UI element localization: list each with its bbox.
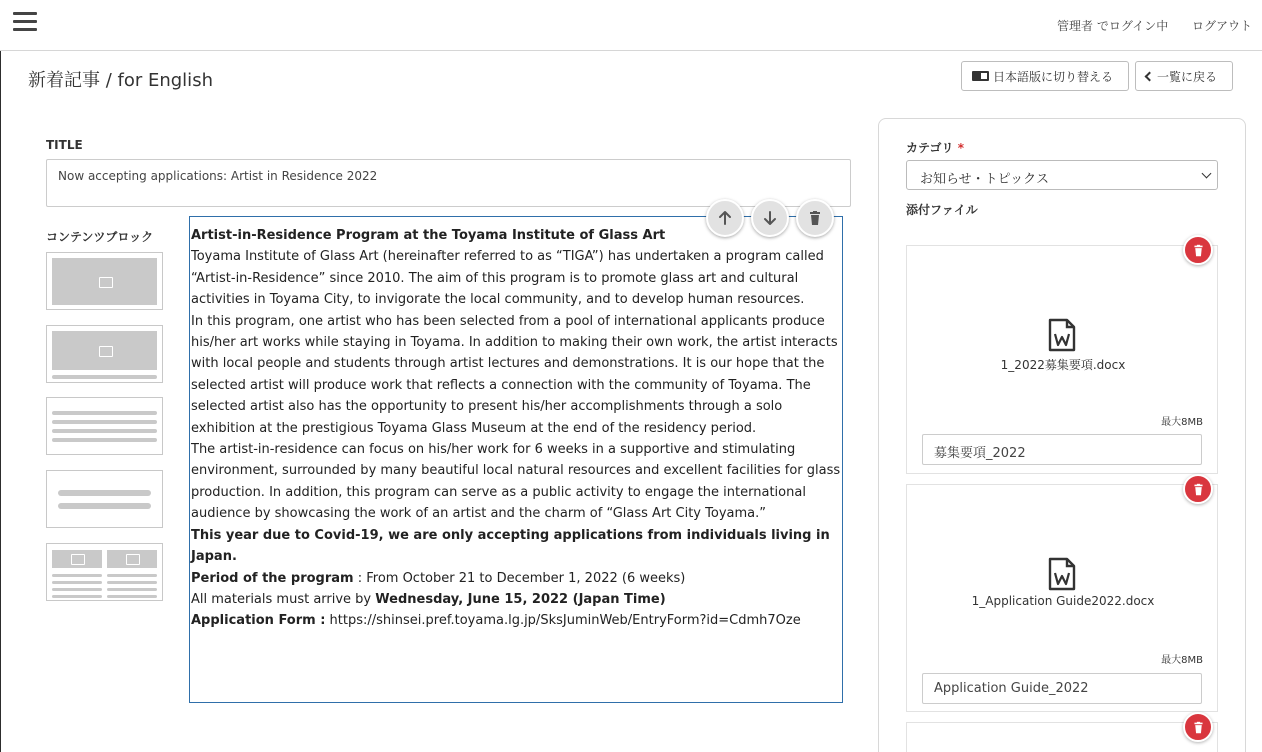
trash-icon (1192, 483, 1205, 496)
text-line (52, 574, 102, 577)
move-down-button[interactable] (751, 199, 789, 237)
required-mark: * (957, 141, 964, 155)
chevron-left-icon (1145, 72, 1155, 82)
switch-language-button[interactable] (961, 61, 1129, 91)
chevron-down-icon (1202, 169, 1212, 179)
block-heading[interactable] (46, 470, 163, 528)
attachment-filename[interactable]: 1_2022募集要項.docx (1000, 358, 1126, 372)
content-paragraph: In this program, one artist who has been selected from a pool of international applicants produce his/her art works while staying in Toyama. In addition to making their own work, the artist interacts with local people and students through artist lectures and demonstrations. It is our hope that the selected artist will produce work that reflects a connection with the community of Toyama. The selected artist also has the opportunity to present his/her accomplishments through a solo exhibition at the prestigious Toyama Glass Museum at the end of the residency period. (191, 313, 838, 436)
delete-attachment-button[interactable] (1183, 235, 1213, 265)
text-line (52, 438, 157, 442)
left-border (0, 51, 1, 752)
arrow-down-icon (762, 210, 778, 226)
back-to-list-label: 一覧に戻る (1157, 69, 1218, 84)
content-blocks-label: コンテンツブロック (46, 230, 154, 244)
text-line (52, 420, 157, 424)
attachment-caption-input[interactable]: 募集要項_2022 (922, 434, 1202, 465)
block-text[interactable] (46, 397, 163, 455)
text-line (58, 503, 151, 509)
title-input[interactable]: Now accepting applications: Artist in Residence 2022 (46, 159, 851, 207)
move-up-button[interactable] (706, 199, 744, 237)
text-line (52, 588, 102, 591)
text-line (107, 595, 157, 598)
logout-link[interactable]: ログアウト (1192, 19, 1253, 33)
block-two-column[interactable] (46, 543, 163, 601)
image-placeholder-icon (52, 258, 157, 305)
trash-icon (1192, 244, 1205, 257)
back-to-list-button[interactable] (1135, 61, 1233, 91)
text-line (107, 581, 157, 584)
top-bar (0, 0, 1262, 51)
block-image-caption[interactable] (46, 325, 163, 383)
login-status: 管理者 でログイン中 (1057, 19, 1169, 33)
attachment-card (906, 245, 1218, 474)
language-icon (972, 71, 989, 81)
trash-icon (1192, 721, 1205, 734)
text-line (58, 490, 151, 496)
period-label: Period of the program (191, 570, 354, 586)
content-block-editor[interactable] (189, 216, 843, 703)
title-label: TITLE (46, 138, 83, 152)
image-placeholder-icon (52, 550, 102, 568)
trash-icon (807, 210, 823, 226)
arrow-up-icon (717, 210, 733, 226)
attachments-label: 添付ファイル (906, 203, 978, 217)
covid-notice: This year due to Covid-19, we are only accepting applications from individuals living in Japan. (191, 527, 830, 565)
text-line (52, 595, 102, 598)
attachment-filename[interactable]: 1_Application Guide2022.docx (971, 594, 1155, 608)
application-form-link[interactable]: https://shinsei.pref.toyama.lg.jp/SksJuminWeb/EntryForm?id=Cdmh7Oze (325, 613, 801, 629)
content-heading: Artist-in-Residence Program at the Toyama Institute of Glass Art (191, 228, 666, 243)
switch-language-label: 日本語版に切り替える (993, 69, 1114, 84)
text-line (52, 411, 157, 415)
block-image[interactable] (46, 252, 163, 310)
image-placeholder-icon (52, 331, 157, 370)
word-file-icon (1048, 557, 1076, 591)
menu-icon[interactable] (13, 12, 37, 36)
text-line (52, 581, 102, 584)
max-size-note: 最大8MB (1161, 655, 1203, 666)
delete-block-button[interactable] (796, 199, 834, 237)
text-line (52, 429, 157, 433)
deadline-prefix: All materials must arrive by (191, 591, 376, 607)
attachment-card (906, 484, 1218, 712)
delete-attachment-button[interactable] (1183, 712, 1213, 742)
delete-attachment-button[interactable] (1183, 474, 1213, 504)
application-form-label: Application Form : (191, 613, 326, 629)
page-title: 新着記事 / for English (28, 70, 213, 91)
attachment-card (906, 722, 1218, 752)
image-placeholder-icon (107, 550, 157, 568)
category-select[interactable] (906, 160, 1218, 190)
text-line (107, 574, 157, 577)
period-value: : From October 21 to December 1, 2022 (6 weeks) (353, 570, 686, 586)
text-line (52, 375, 157, 379)
content-paragraph: Toyama Institute of Glass Art (hereinafter referred to as “TIGA”) has undertaken a program called “Artist-in-Residence” since 2010. The aim of this program is to promote glass art and cultural activities in Toyama City, to invigorate the local community, and to develop human resources. (191, 249, 824, 308)
content-paragraph: The artist-in-residence can focus on his/her work for 6 weeks in a supportive and stimulating environment, surrounded by many beautiful local natural resources and excellent facilities for glass production. In addition, this program can serve as a public activity to engage the international audience by showcasing the work of an artist and the charm of “Glass Art City Toyama.” (191, 442, 841, 522)
max-size-note: 最大8MB (1161, 417, 1203, 428)
category-value: お知らせ・トピックス (920, 172, 1049, 187)
deadline-value: Wednesday, June 15, 2022 (Japan Time) (375, 591, 666, 607)
category-label: カテゴリ * (906, 141, 964, 155)
word-file-icon (1048, 318, 1076, 352)
text-line (107, 588, 157, 591)
attachment-caption-input[interactable]: Application Guide_2022 (922, 673, 1202, 704)
